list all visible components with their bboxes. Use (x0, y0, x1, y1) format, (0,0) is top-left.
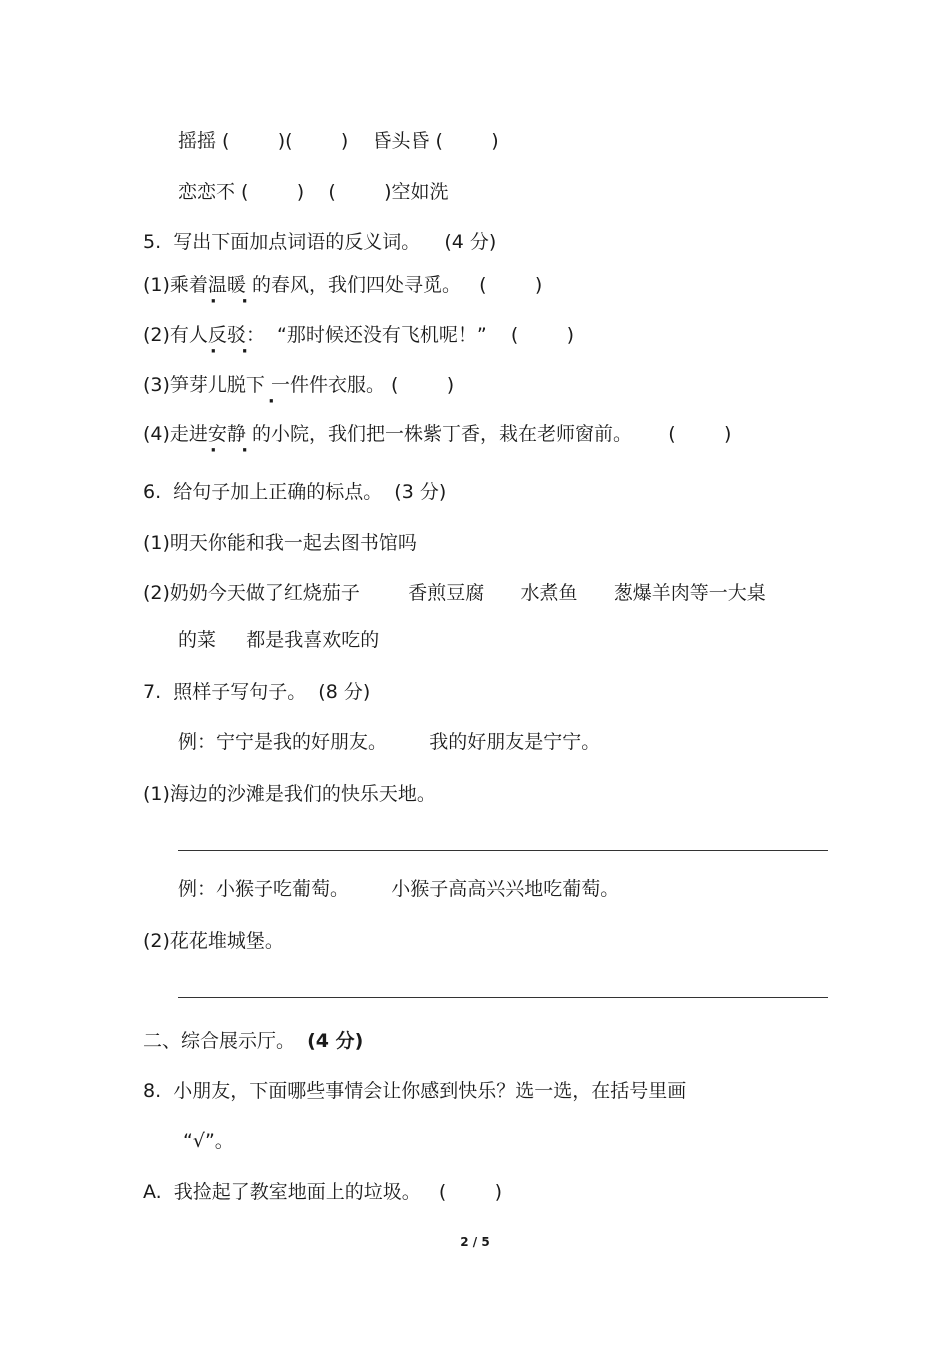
question-6-item-2a: (2)奶奶今天做了红烧茄子 香煎豆腐 水煮鱼 葱爆羊肉等一大桌 (143, 582, 766, 604)
question-6-item-1: (1)明天你能和我一起去图书馆吗 (143, 532, 417, 554)
dotted-word: 安静 · · (208, 422, 246, 446)
question-5-item-1: (1)乘着温暖 · · 的春风，我们四处寻觅。 ( ) (143, 273, 542, 297)
page-number: 2 / 5 (460, 1235, 490, 1249)
section-2-title: 二、综合展示厅。 (4 分) (143, 1030, 364, 1052)
question-6-title: 6. 给句子加上正确的标点。 (3 分) (143, 481, 447, 503)
question-6-item-2b: 的菜 都是我喜欢吃的 (178, 629, 380, 651)
question-5-title: 5. 写出下面加点词语的反义词。 (4 分) (143, 231, 497, 253)
question-5-item-2: (2)有人反驳 · ·： “那时候还没有飞机呢！” ( ) (143, 323, 574, 347)
question-5-item-4: (4)走进安静 · · 的小院，我们把一株紫丁香，栽在老师窗前。 ( ) (143, 422, 731, 446)
answer-line[interactable] (178, 850, 828, 851)
question-7-title: 7. 照样子写句子。 (8 分) (143, 681, 371, 703)
idiom-line-2: 恋恋不 ( ) ( )空如洗 (178, 181, 449, 203)
question-8-line-1: 8. 小朋友，下面哪些事情会让你感到快乐？选一选，在括号里画 (143, 1080, 687, 1102)
answer-line[interactable] (178, 997, 828, 998)
question-8-line-2: “√”。 (183, 1130, 234, 1152)
question-7-example-2: 例：小猴子吃葡萄。 小猴子高高兴兴地吃葡萄。 (178, 878, 620, 900)
idiom-line-1: 摇摇 ( )( ) 昏头昏 ( ) (178, 130, 499, 152)
dotted-word: 反驳 · · (208, 323, 246, 347)
question-7-item-1: (1)海边的沙滩是我们的快乐天地。 (143, 783, 436, 805)
question-5-item-3: (3)笋芽儿脱下 · 一件件衣服。 ( ) (143, 373, 454, 397)
question-7-item-2: (2)花花堆城堡。 (143, 930, 284, 952)
question-7-example-1: 例：宁宁是我的好朋友。 我的好朋友是宁宁。 (178, 731, 601, 753)
dotted-word: 下 · (246, 373, 265, 397)
question-8-option-a: A. 我捡起了教室地面上的垃圾。 ( ) (143, 1181, 503, 1203)
dotted-word: 温暖 · · (208, 273, 246, 297)
